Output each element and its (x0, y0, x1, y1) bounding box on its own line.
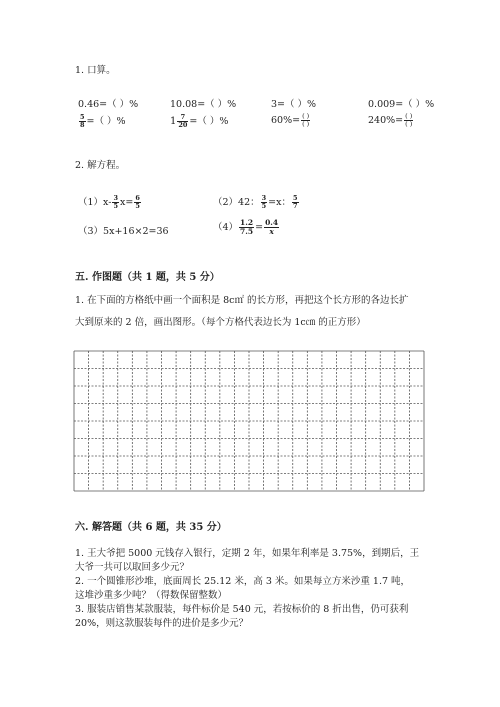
section6-line-4: 这堆沙重多少吨？（得数保留整数） (75, 590, 228, 601)
equation-1: （1）x- $\frac{3}{5}$ x= $\frac{6}{5}$ (78, 194, 140, 210)
section6-line-3: 2. 一个圆锥形沙堆，底面周长 25.12 米，高 3 米。如果每立方米沙重 1.7 吨， (75, 576, 411, 587)
part1-heading: 1. 口算。 (75, 65, 116, 76)
section6-line-2: 大爷一共可以取回多少元？ (75, 562, 190, 573)
blank-fraction: $\frac{( )}{( )}$ (405, 112, 413, 128)
equation-3: （3）5x+16×2=36 (78, 226, 169, 237)
fraction: $\frac{5}{8}$ (80, 113, 85, 129)
section5-title: 五. 作图题（共 1 题，共 5 分） (75, 272, 220, 283)
square-grid-paper (73, 350, 425, 492)
oral-item-1: 0.46=（ ）% (78, 99, 139, 110)
fraction: $\frac{7}{20}$ (178, 113, 188, 129)
oral-item-6: 1 $\frac{7}{20}$ =（ ）% (170, 113, 229, 129)
section5-question-line-2: 大到原来的 2 倍，画出图形。（每个方格代表边长为 1c㎝ 的正方形） (75, 317, 366, 328)
equation-4: （4） $\frac{1.2}{7.5}$ = $\frac{0.4}{x}$ (213, 218, 279, 236)
oral-item-7: 60%= $\frac{( )}{( )}$ (271, 112, 310, 128)
section6-title: 六. 解答题（共 6 题，共 35 分） (75, 522, 227, 533)
section6-line-5: 3. 服装店销售某款服装，每件标价是 540 元，若按标价的 8 折出售，仍可获利 (75, 604, 409, 615)
oral-item-2: 10.08=（ ）% (170, 99, 237, 110)
section6-line-1: 1. 王大爷把 5000 元钱存入银行，定期 2 年，如果年利率是 3.75%，到期后，王 (75, 548, 420, 559)
section6-line-6: 20%，则这款服装每件的进价是多少元？ (75, 618, 249, 629)
section5-question-line-1: 1. 在下面的方格纸中画一个面积是 8c㎡ 的长方形，再把这个长方形的各边长扩 (75, 295, 409, 306)
oral-item-4: 0.009=（ ）% (368, 99, 435, 110)
oral-item-8: 240%= $\frac{( )}{( )}$ (368, 112, 413, 128)
oral-item-3: 3=（ ）% (271, 99, 317, 110)
equation-2: （2）42： $\frac{3}{5}$ =x： $\frac{5}{7}$ (213, 194, 298, 210)
oral-item-5: $\frac{5}{8}$ =（ ）% (80, 113, 126, 129)
blank-fraction: $\frac{( )}{( )}$ (302, 112, 310, 128)
part2-heading: 2. 解方程。 (75, 160, 126, 171)
